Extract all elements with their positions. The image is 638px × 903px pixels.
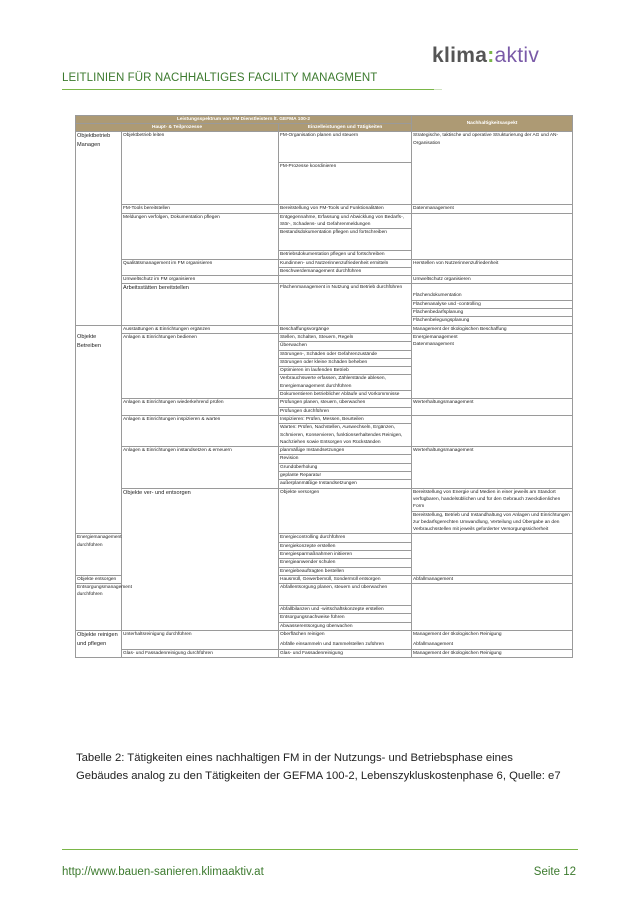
process-cell: Anlagen & Einrichtungen inspizieren & warten (122, 415, 279, 446)
task-item: Revision (279, 454, 411, 462)
header-text-2: Einzelleistungen und Tätigkeiten (307, 125, 383, 131)
aspect-cell: Werterhaltungsmanagement (412, 399, 573, 416)
process-cell: Objektbetrieb leiten (122, 132, 279, 205)
aspect-item: Energiemanagement (413, 334, 458, 340)
table-row (76, 259, 573, 276)
table-row (76, 415, 573, 446)
task-item: Betriebsdokumentation pflegen und fortschreiben (279, 250, 411, 258)
task-item: Stellen, Schalten, Steuern, Regeln (280, 334, 354, 340)
gefma-activity-table (75, 115, 573, 658)
page-number: Seite 12 (533, 866, 576, 878)
task-item: Bestandsdokumentation pflegen und fortschreiben (279, 228, 411, 250)
task-item: FM-Prozesse koordinieren (279, 162, 411, 204)
process-cell: Ausstattungen & Einrichtungen ergänzen (122, 325, 279, 333)
tasks-cell (412, 488, 573, 534)
aspect-cell (412, 333, 573, 398)
aspect-item: Datenmanagement (413, 342, 454, 348)
footer-divider (62, 849, 578, 850)
aspect-cell: Management der ökologischen Beschaffung (412, 325, 573, 333)
task-item: Kundinnen- und Nutzerinnenzufriedenheit ermitteln (280, 260, 389, 266)
tasks-cell (279, 415, 412, 446)
aspect-cell (412, 415, 573, 446)
task-item: Beschaffungsvorgänge (280, 326, 329, 332)
task-item: Dokumentieren betrieblicher Abläufe und Vorkommnisse (279, 390, 411, 398)
task-item: Abfallentsorgung planen, steuern und überwachen (280, 585, 388, 591)
table-caption: Tabelle 2: Tätigkeiten eines nachhaltigen FM in der Nutzungs- und Betriebsphase eines Gebäudes analog zu den Tätigkeiten der GEFMA 100-2, Lebenszykluskostenphase 6, Quelle: e7 (76, 752, 561, 782)
task-item: Abfälle einsammeln und Sammelstellen zuführen (280, 642, 384, 648)
task-item: Flächenbedarfsplanung (412, 308, 572, 316)
process-cell: FM-Tools bereitstellen (122, 205, 279, 213)
task-item: Abwasserentsorgung überwachen (279, 622, 411, 630)
task-item: Energiecontrolling durchführen (280, 535, 346, 541)
task-item: außerplanmäßige Instandsetzungen (279, 479, 411, 487)
task-item: Entsorgungsnachweise führen (279, 613, 411, 621)
task-item: geplante Reparatur (279, 471, 411, 479)
page-header-title: LEITLINIEN FÜR NACHHALTIGES FACILITY MANAGMENT (62, 72, 378, 84)
process-cell: Anlagen & Einrichtungen instandsetzen & erneuern (122, 447, 279, 488)
process-cell: Qualitätsmanagement im FM organisieren (122, 259, 279, 276)
table-header-prozesse (76, 124, 279, 132)
aspect-cell (412, 534, 573, 575)
process-cell: Anlagen & Einrichtungen wiederkehrend prüfen (122, 399, 279, 416)
aspect-cell (412, 213, 573, 259)
task-item: FM-Organisation planen und steuern (280, 133, 359, 139)
tasks-cell (279, 631, 412, 650)
process-cell: Meldungen verfolgen, Dokumentation pflegen (122, 213, 279, 259)
task-item: Flächendokumentation (413, 293, 462, 299)
aspect-cell: Strategische, taktische und operative Strukturierung der AG und AN-Organisation (412, 132, 573, 205)
task-item: Inspizieren: Prüfen, Messen, Beurteilen (280, 416, 364, 422)
table-row (76, 447, 573, 488)
process-cell: Entsorgungsmanagement durchführen (76, 584, 122, 631)
task-item: Energiebeauftragten bestellen (279, 567, 411, 575)
table-header-einzelleistungen (279, 124, 412, 132)
aspect-cell (412, 584, 573, 631)
task-item: Bereitstellung von Energie und Medien in einer jeweils am Standort verfügbaren, handelsüblichen und für den Gebrauch zweckdienlichen Form (413, 489, 561, 510)
tasks-cell (279, 534, 412, 575)
logo-text-aktiv: aktiv (494, 44, 540, 67)
header-text-1b: Haupt- & Teilprozesse (151, 125, 203, 131)
table-row (76, 488, 573, 534)
aspect-cell: Umweltschutz organisieren (412, 276, 573, 284)
process-cell: Objekte versorgen (279, 488, 412, 534)
process-cell: Glas- und Fassadenreinigung durchführen (122, 649, 279, 657)
task-item: Überwachen (279, 341, 411, 349)
tasks-cell: Glas- und Fassadenreinigung (279, 649, 412, 657)
task-item: Prüfungen planen, steuern, überwachen (280, 400, 366, 406)
task-item: Beschwerdemanagement durchführen (279, 267, 411, 275)
aspect-cell: Herstellen von Nutzerinnenzufriedenheit (412, 259, 573, 276)
table-row (76, 333, 573, 398)
table-row (76, 325, 573, 333)
header-text-3: Nachhaltigkeitsaspekt (466, 121, 518, 127)
process-cell: Anlagen & Einrichtungen bedienen (122, 333, 279, 398)
task-item: Optimieren im laufenden Betrieb (279, 366, 411, 374)
task-item: Grundüberholung (279, 463, 411, 471)
table-row (76, 631, 573, 650)
table-header-nachhaltigkeit (412, 116, 573, 132)
tasks-cell (279, 276, 412, 284)
aspect-cell: Management der ökologischen Reinigung (412, 649, 573, 657)
logo-colon: : (487, 44, 495, 67)
logo-text-klima: klima (432, 44, 488, 67)
task-item: Bereitstellung von FM-Tools und Funktionalitäten (280, 206, 384, 212)
table-row (76, 213, 573, 259)
table-row (76, 399, 573, 416)
task-item: Störungen oder kleine Schäden beheben (279, 358, 411, 366)
header-divider (62, 89, 434, 90)
process-cell: Unterhaltsreinigung durchführen (122, 631, 279, 650)
table-row (76, 205, 573, 213)
task-item: Störungen-, Schäden oder Gefahrenzustände (279, 350, 411, 358)
task-item: Abfallbilanzen und -wirtschaftskonzepte erstellen (279, 605, 411, 613)
tasks-cell (279, 584, 412, 631)
aspect-cell: Datenmanagement (412, 205, 573, 213)
category-label: Objekte Betreiben (77, 333, 101, 349)
tasks-cell (279, 575, 412, 583)
tasks-cell (279, 259, 412, 276)
task-item: Hausmüll, Gewerbemüll, Sondermüll entsorgen (280, 576, 381, 582)
tasks-cell (279, 132, 412, 205)
task-item: Verbrauchswerte erfassen, Zählerstände ablesen, Energiemanagement durchführen (279, 374, 411, 390)
task-item: Flächenanalyse und -controlling (412, 300, 572, 308)
table-row (76, 132, 573, 205)
task-item: Oberflächen reinigen (280, 632, 325, 638)
footer-link[interactable]: http://www.bauen-sanieren.klimaaktiv.at (62, 866, 264, 878)
process-cell: Objekte entsorgen (76, 575, 122, 583)
table-header-leistungsspektrum (76, 116, 412, 124)
tasks-cell (279, 447, 412, 488)
task-item: Warten: Prüfen, Nachstellen, Auswechseln, Ergänzen, Schmieren, Konservieren, funktionserhaltendes Reinigen, Nachziehen sowie Entsorgen von Rückständen (279, 423, 411, 446)
aspect-cell (412, 631, 573, 650)
category-cell: Objektbetrieb Managen (76, 132, 122, 325)
category-cell: Objekte ver- und entsorgen (122, 488, 279, 630)
tasks-cell (279, 205, 412, 213)
category-cell (76, 325, 122, 534)
table-header-row (76, 116, 573, 124)
task-item: Entgegennahme, Erfassung und Abwicklung von Bedarfs-, Stör-, Schadens- und Gefahrenmeldungen (280, 214, 404, 227)
tasks-cell (412, 284, 573, 325)
category-cell: Arbeitsstätten bereitstellen (122, 284, 279, 325)
header-text-1: Leistungsspektrum von FM Dienstleistern lt. GEFMA 100-2 (176, 117, 311, 122)
process-cell: Energiemanagement durchführen (76, 534, 122, 575)
tasks-cell (279, 325, 412, 333)
task-item: Bereitstellung, Betrieb und Instandhaltung von Anlagen und Einrichtungen zur bedarfsgerechten Umwandlung, Verteilung und Übergabe an den Verbrauchsstellen mit jeweils geforderter Versorgungssicherheit (412, 511, 572, 534)
aspect-item: Management der ökologischen Reinigung (413, 632, 502, 638)
table-row (76, 649, 573, 657)
task-item: Flächenbelegungsplanung (412, 316, 572, 324)
table-row (76, 276, 573, 284)
task-item: Prüfungen durchführen (279, 407, 411, 415)
task-item: Energiesparmaßnahmen initiieren (279, 550, 411, 558)
tasks-cell (279, 213, 412, 259)
aspect-cell: Abfallmanagement (412, 575, 573, 583)
table-row (76, 284, 573, 325)
tasks-cell (279, 399, 412, 416)
process-cell: Flächenmanagement in Nutzung und Betrieb durchführen (279, 284, 412, 325)
task-item: Energiekonzepte erstellen (279, 542, 411, 550)
klimaaktiv-logo (432, 44, 539, 68)
task-item: planmäßige Instandsetzungen (280, 448, 345, 454)
process-cell: Umweltschutz im FM organisieren (122, 276, 279, 284)
tasks-cell (279, 333, 412, 398)
aspect-cell: Werterhaltungsmanagement (412, 447, 573, 488)
category-cell: Objekte reinigen und pflegen (76, 631, 122, 658)
task-item: Energieanwender schulen (279, 558, 411, 566)
aspect-item: Abfallmanagement (413, 642, 454, 648)
header-divider-tail (434, 89, 442, 90)
